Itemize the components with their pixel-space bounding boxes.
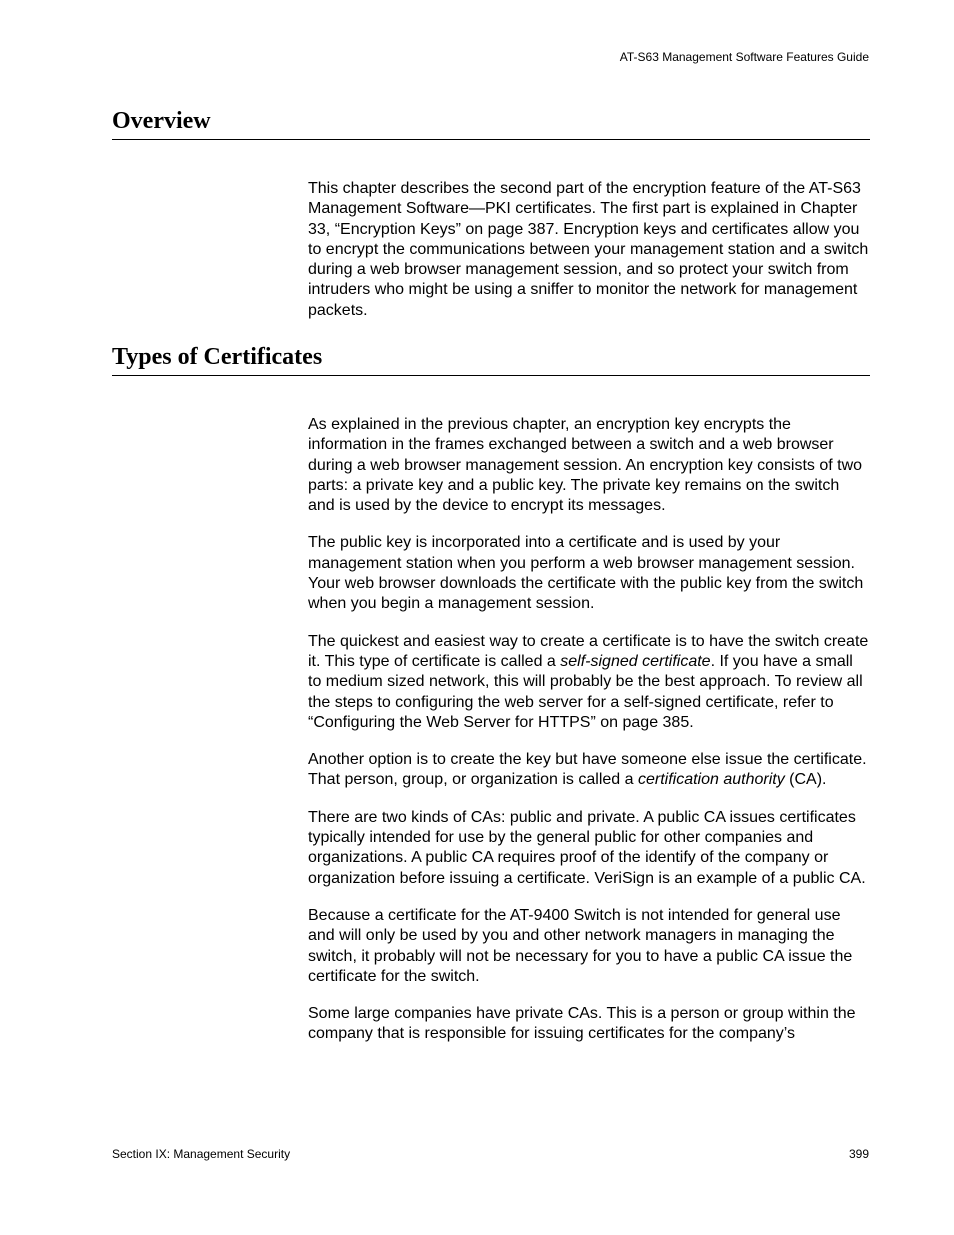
overview-body <box>308 179 870 338</box>
emphasized-term: self-signed certificate <box>560 652 711 670</box>
paragraph: This chapter describes the second part of the encryption feature of the AT-S63 Management Software—PKI certificates. The first part is explained in Chapter 33, “Encryption Keys” on page 387. Encryption keys and certificates allow you to encrypt the communications between your management station and a switch during a web browser management session, and so protect your switch from intruders who might be using a sniffer to monitor the network for management packets. <box>308 180 869 319</box>
running-header: AT-S63 Management Software Features Guide <box>619 50 869 64</box>
emphasized-term: certification authority <box>637 771 785 789</box>
paragraph: As explained in the previous chapter, an encryption key encrypts the information in the frames exchanged between a switch and a web browser during a web browser management session. An encryption key consists of two parts: a private key and a public key. The private key remains on the switch and is used by the device to encrypt its messages. <box>308 416 863 515</box>
section-heading-overview: Overview <box>112 107 870 140</box>
text-run: The quickest and easiest way to create a certificate is to have the switch create it. This type of certificate is called a <box>308 632 869 670</box>
paragraph <box>308 632 870 733</box>
text-run: Another option is to create the key but have someone else issue the certificate. That person, group, or organization is called a <box>308 751 867 789</box>
paragraph: Because a certificate for the AT-9400 Switch is not intended for general use and will only be used by you and other network managers in managing the switch, it probably will not be necessary for you to have a public CA issue the certificate for the switch. <box>308 906 853 985</box>
footer-page-number: 399 <box>848 1147 869 1161</box>
footer-section-label: Section IX: Management Security <box>112 1147 291 1161</box>
text-run: (CA). <box>784 771 827 789</box>
paragraph <box>308 750 870 791</box>
types-of-certificates-body <box>308 415 870 1062</box>
paragraph: There are two kinds of CAs: public and private. A public CA issues certificates typically intended for use by the general public for other companies and organizations. A public CA requires proof of the identify of the company or organization before issuing a certificate. VeriSign is an example of a public CA. <box>308 808 866 887</box>
paragraph: The public key is incorporated into a certificate and is used by your management station when you perform a web browser management session. Your web browser downloads the certificate with the public key from the switch when you begin a management session. <box>308 534 864 613</box>
section-heading-types-of-certificates: Types of Certificates <box>112 343 870 376</box>
text-run: . If you have a small to medium sized network, this will probably be the best approach. To review all the steps to configuring the web server for a self-signed certificate, refer to “Configuring the Web Server for HTTPS” on page 385. <box>308 652 863 731</box>
paragraph: Some large companies have private CAs. This is a person or group within the company that is responsible for issuing certificates for the company’s <box>308 1005 856 1043</box>
